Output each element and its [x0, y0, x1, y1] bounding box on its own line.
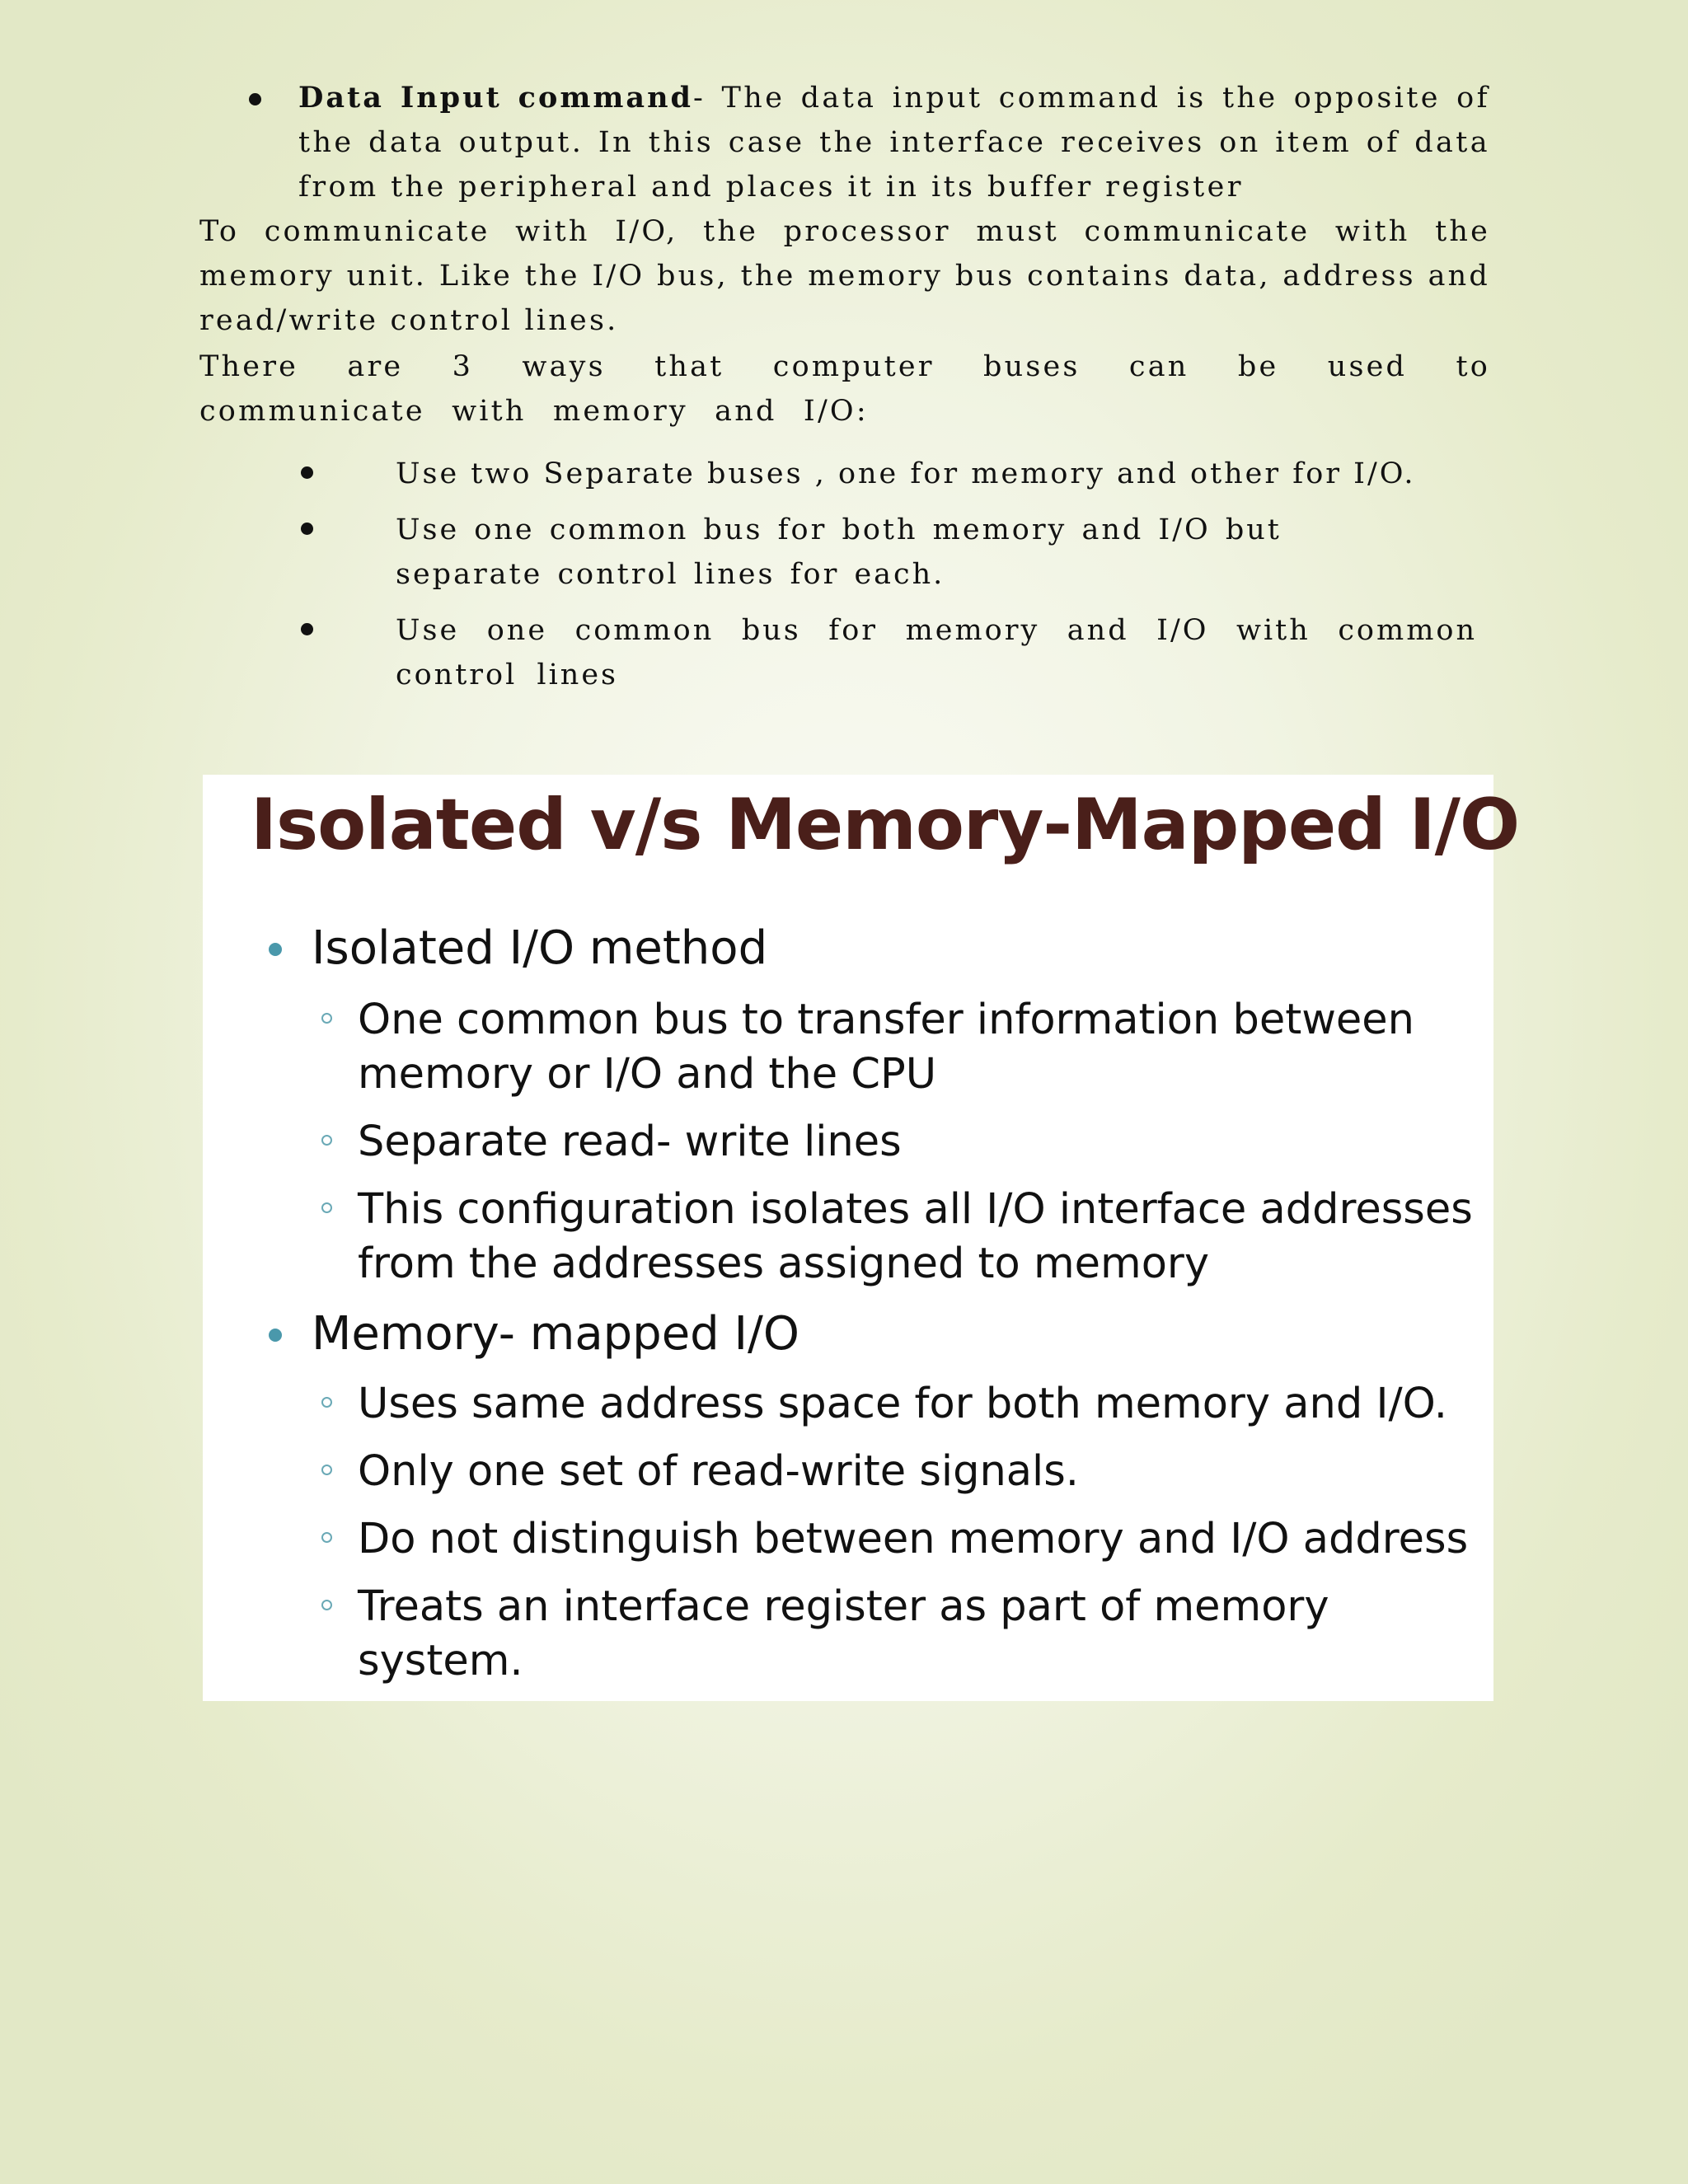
slide-line-continued — [358, 1047, 936, 1102]
bullet-dot — [249, 93, 261, 105]
data-input-command-bullet — [298, 76, 1490, 209]
bullet-text: - The data input command is the opposite of the data output. In this case the interface receives on item of data from the peripheral and places it in its buffer register — [298, 82, 1490, 204]
paragraph-three-ways: There are 3 ways that computer buses can be used to communicate with memory and I/O: — [199, 350, 1490, 428]
slide-line-text: This configuration isolates all I/O interface addresses — [358, 1185, 1473, 1234]
list-item — [298, 508, 1477, 597]
slide-heading-text: Memory- mapped I/O — [312, 1307, 799, 1361]
slide-line-text: Treats an interface register as part of memory — [358, 1582, 1329, 1631]
slide-line-text: Uses same address space for both memory and I/O. — [358, 1380, 1447, 1428]
bullet-dot — [269, 943, 282, 956]
slide-line-text: Separate read- write lines — [358, 1118, 902, 1166]
slide-line — [358, 1376, 1447, 1432]
slide-heading-text: Isolated I/O method — [312, 921, 768, 975]
bullet-dot — [301, 623, 313, 635]
slide-line-continued — [358, 1236, 1209, 1291]
slide-title: Isolated v/s Memory-Mapped I/O — [251, 784, 1520, 866]
slide-line-text: memory or I/O and the CPU — [358, 1050, 937, 1099]
slide-line-continued — [358, 1633, 523, 1689]
list-item-text: Use two Separate buses , one for memory and other for I/O. — [396, 457, 1416, 490]
list-item — [298, 452, 1477, 496]
bullet-dot — [301, 466, 313, 479]
bullet-dot — [301, 523, 313, 535]
bullet-ring — [321, 1600, 332, 1610]
list-item-text: Use one common bus for memory and I/O with common control lines — [396, 614, 1477, 691]
bullet-ring — [321, 1013, 332, 1024]
slide-line-text: system. — [358, 1637, 523, 1685]
bullet-ring — [321, 1397, 332, 1408]
slide-line — [358, 1579, 1329, 1634]
slide-line — [358, 992, 1414, 1047]
slide-line — [358, 1511, 1468, 1567]
slide-line-text: from the addresses assigned to memory — [358, 1240, 1210, 1288]
slide-line — [358, 1114, 902, 1169]
bullet-ring — [321, 1532, 332, 1543]
paragraph-memory-bus: To communicate with I/O, the processor must communicate with the memory unit. Like the I/O bus, the memory bus contains data, address and read/write control lines. — [199, 215, 1490, 337]
slide-image — [203, 775, 1520, 1701]
slide-line-text: Do not distinguish between memory and I/O address — [358, 1515, 1469, 1563]
bus-ways-list — [298, 452, 1477, 709]
slide-line — [358, 1444, 1079, 1499]
list-item-text: Use one common bus for both memory and I/O but separate control lines for each. — [396, 513, 1282, 591]
bullet-dot — [269, 1329, 282, 1342]
bullet-ring — [321, 1202, 332, 1213]
bullet-term: Data Input command — [298, 81, 694, 115]
slide-line — [358, 1182, 1473, 1237]
bullet-ring — [321, 1465, 332, 1475]
slide-line-text: Only one set of read-write signals. — [358, 1447, 1079, 1496]
bullet-ring — [321, 1135, 332, 1146]
slide-line-text: One common bus to transfer information between — [358, 996, 1414, 1044]
list-item — [298, 608, 1477, 697]
slide-heading-memory-mapped — [312, 1307, 799, 1361]
slide-heading-isolated — [312, 921, 767, 976]
